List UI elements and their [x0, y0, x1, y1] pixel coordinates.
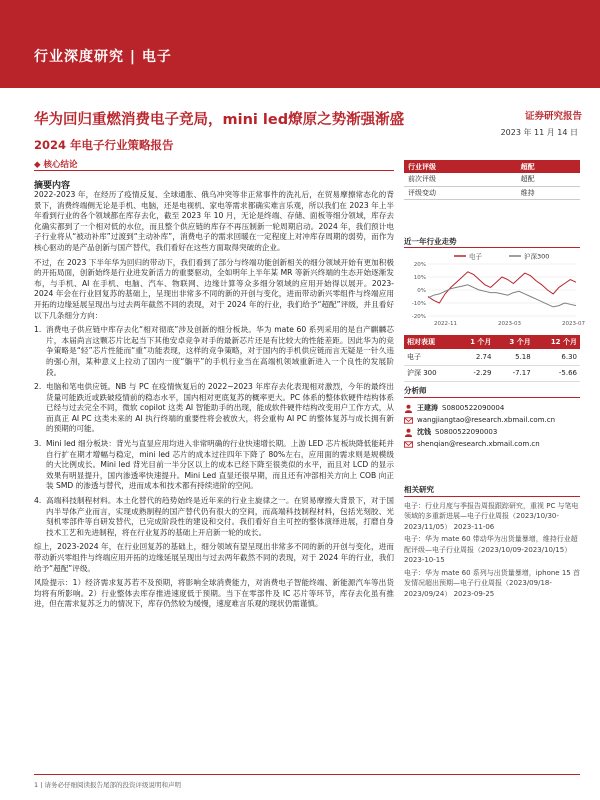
conclusion-paragraph: 综上，2023-2024 年，在行业回复苏的基础上，细分领域有望呈现出非常多不同的新的开创与变化，进而带动新兴零组件与终端应用开拓的边缘延展呈现出与过去两年截然不同的表现，对于 2024 年的行业，我们给予“超配”评级。: [34, 542, 394, 573]
performance-table: [404, 335, 580, 382]
perf-cell: 沪深 300: [404, 365, 455, 381]
perf-cell: 6.30: [534, 349, 580, 365]
person-icon: [404, 404, 413, 413]
perf-cell: -5.66: [534, 365, 580, 381]
report-category: 行业深度研究 | 电子: [34, 49, 172, 65]
analyst-block: [404, 385, 580, 450]
legend-label: 电子: [469, 252, 482, 261]
analyst-email-row: [404, 414, 580, 426]
x-tick-label: 2023-07: [562, 321, 585, 327]
footer-text: 1 | 请务必仔细阅读报告尾部的投资评级说明和声明: [34, 781, 181, 789]
list-number: 1.: [34, 325, 42, 335]
perf-cell: -7.17: [494, 365, 533, 381]
analyst-name: 王建涛: [417, 404, 438, 412]
chart-title: 近一年行业走势: [404, 237, 457, 246]
table-row: [404, 365, 580, 381]
report-date: 2023 年 11 月 14 日: [500, 128, 578, 137]
perf-cell: 5.18: [494, 349, 533, 365]
perf-cell: 2.74: [455, 349, 494, 365]
abstract-title: 摘要内容: [34, 181, 71, 191]
performance-header-row: [404, 335, 580, 349]
perf-header: 1 个月: [455, 335, 494, 349]
report-subtitle: 2024 年电子行业策略报告: [34, 138, 174, 152]
rating-header-label: 行业评级: [404, 160, 517, 173]
rating-value: 维持: [517, 186, 580, 199]
perf-cell: -2.29: [455, 365, 494, 381]
trend-chart: [404, 250, 585, 328]
mail-icon: [404, 440, 413, 449]
y-tick-label: 10%: [413, 275, 426, 281]
table-row: [404, 349, 580, 365]
series-line: [428, 272, 576, 303]
list-number: 3.: [34, 439, 42, 449]
list-text: Mini led 细分板块：背光与直显应用均进入非常明确的行业快速增长期。上游 LED 芯片板块降低能耗并自行扩在期才增幅与稳定，mini led 芯片的成本过往四年下降了 80%左右，应用面的需求则是规模级的大比例成长。Mini led 背光目前一半分区以上的成本已经下降至很类似的水平，而且对 LCD 的显示效果有明显提升，国内渗透率快速提升。Mini Led 直显还很早期，而且还有冲部相关方向上 COB 向正装 SMD 的渗透与替代，进而成本和技术都有持续进阶的空间。: [46, 439, 394, 491]
rating-label: 评级变动: [404, 186, 517, 199]
mail-icon: [404, 416, 413, 425]
y-tick-label: -10%: [411, 301, 426, 307]
related-item[interactable]: 电子：华为 mate 60 带动华为出货量暴增，维持行业超配评级—电子行业周报（2023/10/09-2023/10/15） 2023-10-15: [404, 535, 578, 564]
x-tick-label: 2023-03: [498, 321, 521, 327]
person-icon: [404, 428, 413, 437]
main-content: [34, 190, 394, 614]
footer-rule: [34, 774, 580, 775]
perf-header: 相对表现: [404, 335, 455, 349]
header-band: [0, 0, 600, 88]
analyst-name: 沈钱: [417, 428, 431, 436]
related-item[interactable]: 电子：华为 mate 60 系列与出货量暴增，iphone 15 首发情况超出预期—电子行业周报（2023/09/18-2023/09/24） 2023-09-25: [404, 568, 580, 598]
y-tick-label: -20%: [411, 314, 426, 320]
rating-header-row: [404, 160, 580, 173]
list-number: 2.: [34, 382, 42, 392]
list-text: 电脑和笔电供应链。NB 与 PC 在疫情恢复后的 2022~2023 年库存去化表现相对激烈，今年的最终出货量可能跌近或跌破疫情前的稳态水平，国内相对更底复苏的概率更大。PC 体系的整体软硬件结构体系已经与过去完全不同，微软 copilot 这类 AI 智能助手的出现，能成软件硬件结构改变用户工作方式，从而真正 AI PC 这类未来的 AI 执行终端的重要性将会被放大，将会重构 AI PC 的整体复苏与成长拥有新的预期的可能。: [46, 382, 394, 434]
analyst-cert: S0800522090004: [442, 404, 505, 412]
chart-title-rule: [404, 247, 580, 248]
related-item[interactable]: 电子：行业月度与季报告周报跟踪研究，重视 PC 与笔电领域的多重新进展—电子行业周报（2023/10/30-2023/11/05） 2023-11-06: [404, 501, 579, 531]
report-type: 证券研究报告: [524, 111, 582, 122]
divider: [34, 170, 394, 171]
y-tick-label: 0%: [417, 288, 426, 294]
analyst-email[interactable]: wangjiangtao@research.xbmail.com.cn: [417, 416, 556, 424]
perf-header: 12 个月: [534, 335, 580, 349]
legend-label: 沪深300: [524, 252, 550, 261]
list-item: [34, 382, 394, 435]
y-tick-label: 20%: [413, 262, 426, 268]
rating-label: 前次评级: [404, 173, 517, 186]
list-text: 消费电子供应链中库存去化“相对彻底”涉及创新的细分板块。华为 mate 60 系列采用的是自产麒麟芯片，本届尚言这颗芯片比起当下其他安卓竞争对手的最新芯片还是有比较大的性能差距。因此华为的竞争策略是“轻”芯片性能而“重”功能表现，这样的竞争策略，对于国内的手机供应链而言无疑是一针久违的强心剂，某种意义上拉动了国内一度“躺平”的手机行业当在高端机领域重新进入一个良性的发展阶段。: [46, 325, 394, 377]
analyst-name-row: [404, 426, 580, 438]
risk-paragraph: 风险提示：1）经济需求复苏若不及预期，将影响全球消费能力，对消费电子智能终端、新能源汽车等出货均将有所影响。2）行业整体去库存推进速度低于预期。当下在零部件及 IC 芯片等环节，库存去化虽有推进，但在需求复苏乏力的情况下，库存仍然较为缓慢，速度难言乐观的现状仍需谨慎。: [34, 578, 394, 609]
table-row: [404, 173, 580, 186]
related-section-title: 相关研究: [404, 485, 580, 497]
table-row: [404, 186, 580, 199]
perf-header: 3 个月: [494, 335, 533, 349]
list-item: [34, 439, 394, 492]
rating-value: 超配: [517, 173, 580, 186]
core-conclusion-label: ◆ 核心结论: [34, 160, 78, 170]
analyst-cert: S0800522090003: [435, 428, 498, 436]
analyst-name-row: [404, 402, 580, 414]
rating-table: [404, 160, 580, 200]
analyst-section-title: 分析师: [404, 385, 580, 398]
list-item: [34, 496, 394, 538]
perf-cell: 电子: [404, 349, 455, 365]
paragraph: 不过，在 2023 下半年华为回归的带动下，我们看到了部分与终端功能创新相关的细分领域开始有更加积极的开拓局面，创新始终是行业进发新活力的重要驱动，全如明年上半年某 MR 等新兴终端的生态开始逐渐发布，与手机、AI 在手机、电脑、汽车、物联网、边缘计算等众多细分领域的应用开始得以展开。2023-2024 年会在行业回复苏的基础上，呈现出非常多不同的新的开创与变化，进而带动新兴零组件与终端应用开拓的边缘延展呈现出与过去两年截然不同的表现，对于 2024 年的行业，我们给予“超配”评级，并且看好以下几条细分方向：: [34, 257, 394, 320]
report-title: 华为回归重燃消费电子竞局，mini led燎原之势渐强渐盛: [34, 112, 405, 128]
x-tick-label: 2022-11: [434, 321, 457, 327]
analyst-email-row: [404, 438, 580, 450]
list-text: 高端科技制程材料。本土化替代的趋势始终是近年来的行业主旋律之一。在贸易摩擦大背景下，对于国内半导体产业而言，实现成熟制程的国产替代仍有很大的空间，而高端科技制程材料，包括光刻胶、光刻机零部件等自研发替代，已完成阶段性的建设和交付。我们看好自主可控的整体演绎进展，打磨自身技术工艺和先进制程，将在行业复苏的基础上开启新一轮的成长。: [46, 496, 394, 537]
paragraph: 2022-2023 年，在经历了疫情反复、全球通胀、俄乌冲突等非正常事件的洗礼后，在贸易摩擦常态化的背景下，消费终端侧无论是手机、电脑，还是电视机、家电等需求都确实难言乐观，所以我们在 2023 年上半年看到行业的各个领域都在库存去化，截至 2023 年 10 月，无论是终端、存储、面板等细分领域，库存去化确实都到了一个相对低的水位，而且整个供应链的库存不再压制新一轮周期启动。2024 年，我们预计电子行业将从“被动补库”过渡到“主动补库”，消费电子的需求回暖在一定程度上对冲库存周期的弱势，而作为核心驱动的是产品创新与国产替代，我们看好在这些方面取得突破的企业。: [34, 190, 394, 252]
list-number: 4.: [34, 496, 42, 506]
list-item: [34, 325, 394, 378]
related-research: [404, 485, 580, 601]
analyst-email[interactable]: shenqian@research.xbmail.com.cn: [417, 440, 540, 448]
rating-header-value: 超配: [517, 160, 580, 173]
